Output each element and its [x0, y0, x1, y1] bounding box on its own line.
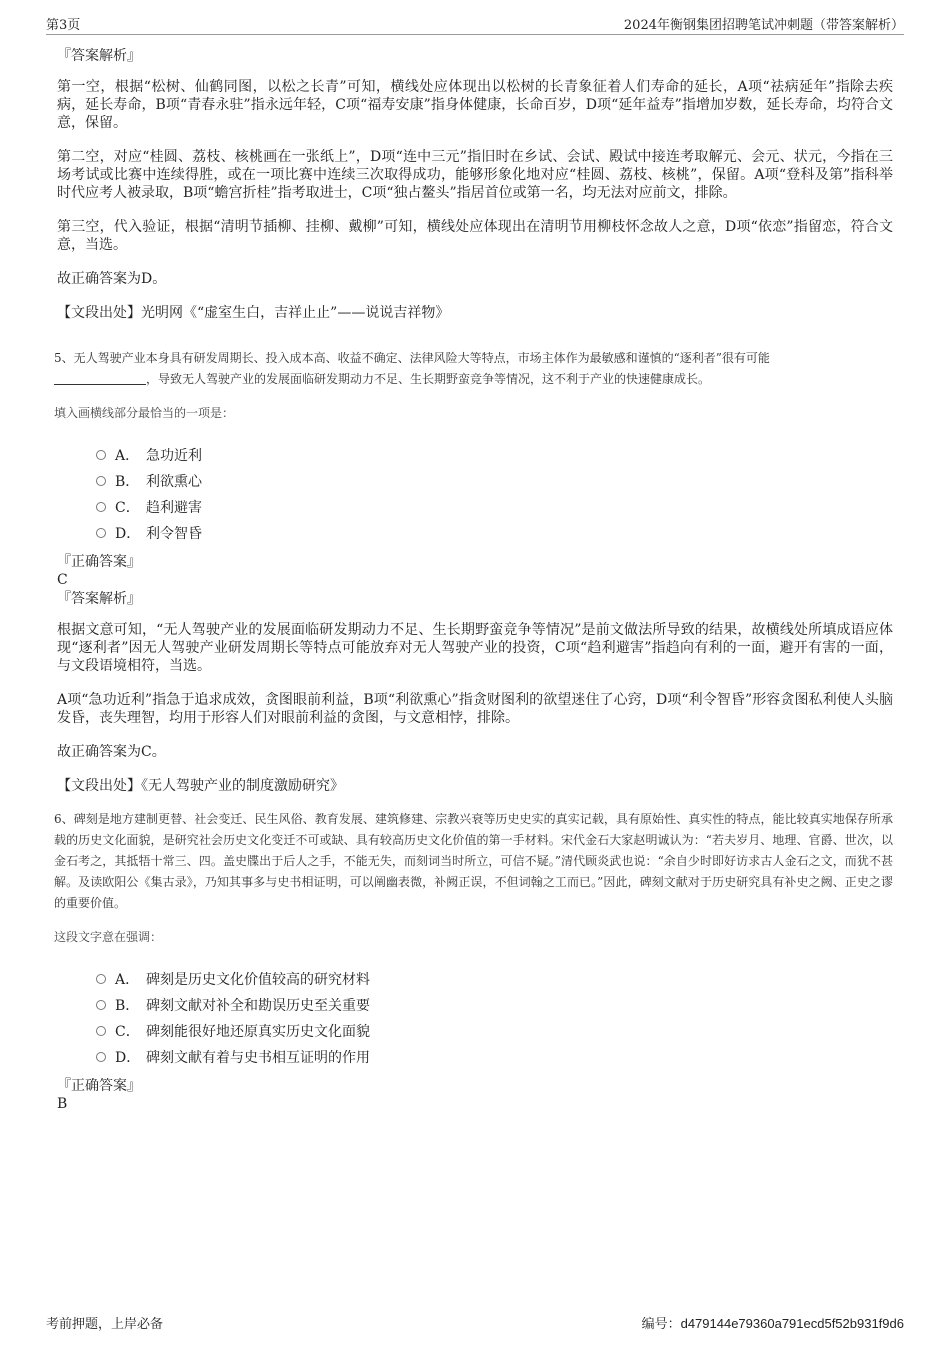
analysis-paragraph: A项“急功近利”指急于追求成效，贪图眼前利益，B项“利欲熏心”指贪财图利的欲望迷住了心窍，D项“利令智昏”形容贪图私利使人头脑发昏，丧失理智，均用于形容人们对眼前利益的贪图，与文意相悖，排除。: [57, 692, 893, 726]
analysis-label: 『答案解析』: [57, 48, 141, 64]
option-d[interactable]: [96, 1044, 893, 1070]
page-header: [46, 14, 904, 35]
correct-answer: C: [57, 572, 68, 588]
option-text: 碑刻是历史文化价值较高的研究材料: [146, 972, 370, 988]
page-footer: [46, 1313, 904, 1332]
option-letter: C．: [115, 1024, 140, 1040]
option-letter: D．: [115, 1050, 141, 1066]
source-citation: 【文段出处】《无人驾驶产业的制度激励研究》: [57, 778, 344, 794]
option-letter: D．: [115, 526, 141, 542]
option-b[interactable]: [96, 468, 893, 494]
document-code-label: 编号：: [641, 1317, 681, 1332]
analysis-label: 『答案解析』: [57, 591, 141, 607]
option-text: 碑刻文献对补全和勘误历史至关重要: [146, 998, 370, 1014]
option-b[interactable]: [96, 992, 893, 1018]
option-a[interactable]: [96, 966, 893, 992]
analysis-paragraph: 第一空，根据“松树、仙鹤同图，以松之长青”可知，横线处应体现出以松树的长青象征着人们寿命的延长，A项“祛病延年”指除去疾病，延长寿命，B项“青春永驻”指永远年轻，C项“福寿安康”指身体健康，长命百岁，D项“延年益寿”指增加岁数，延长寿命，均符合文意，保留。: [57, 79, 893, 131]
question-5-stem: 填入画横线部分最恰当的一项是：: [54, 406, 235, 420]
option-letter: A．: [115, 448, 140, 464]
option-c[interactable]: [96, 494, 893, 520]
document-title: 2024年衡钢集团招聘笔试冲刺题（带答案解析）: [623, 18, 904, 33]
radio-button-icon[interactable]: [96, 450, 106, 460]
question-5-text-after: ，导致无人驾驶产业的发展面临研发期动力不足、生长期野蛮竞争等情况，这不利于产业的快速健康成长。: [146, 372, 711, 386]
option-text: 碑刻能很好地还原真实历史文化面貌: [146, 1024, 370, 1040]
question-5-text-before: 5、无人驾驶产业本身具有研发周期长、投入成本高、收益不确定、法律风险大等特点，市场主体作为最敏感和谨慎的“逐利者”很有可能: [54, 351, 770, 365]
radio-button-icon[interactable]: [96, 974, 106, 984]
option-a[interactable]: [96, 442, 893, 468]
option-letter: C．: [115, 500, 140, 516]
option-letter: B．: [115, 998, 140, 1014]
option-letter: A．: [115, 972, 140, 988]
footer-slogan: 考前押题，上岸必备: [46, 1317, 164, 1332]
radio-button-icon[interactable]: [96, 1000, 106, 1010]
option-text: 碑刻文献有着与史书相互证明的作用: [146, 1050, 370, 1066]
option-c[interactable]: [96, 1018, 893, 1044]
radio-button-icon[interactable]: [96, 502, 106, 512]
option-d[interactable]: [96, 520, 893, 546]
analysis-conclusion: 故正确答案为D。: [57, 271, 167, 287]
question-6-text: 6、碑刻是地方建制更替、社会变迁、民生风俗、教育发展、建筑修建、宗教兴衰等历史史实的真实记载，具有原始性、真实性的特点，能比较真实地保存所承载的历史文化面貌，是研究社会历史文化变迁不可或缺、具有较高历史文化价值的第一手材料。宋代金石大家赵明诚认为：“若夫岁月、地理、官爵、世次，以金石考之，其抵牾十常三、四。盖史牒出于后人之手，不能无失，而刻词当时所立，可信不疑。”清代顾炎武也说：“余自少时即好访求古人金石之文，而犹不甚解。及读欧阳公《集古录》，乃知其事多与史书相证明，可以阐幽表微，补阙正误，不但词翰之工而已。”因此，碑刻文献对于历史研究具有补史之阙、正史之谬的重要价值。: [54, 812, 893, 910]
analysis-paragraph: 第三空，代入验证，根据“清明节插柳、挂柳、戴柳”可知，横线处应体现出在清明节用柳枝怀念故人之意，D项“依恋”指留恋，符合文意，当选。: [57, 219, 893, 253]
option-text: 利欲熏心: [146, 474, 202, 490]
correct-answer: B: [57, 1096, 68, 1112]
correct-answer-label: 『正确答案』: [57, 1078, 141, 1094]
page-number: 第3页: [46, 18, 81, 33]
question-6-options: [96, 966, 893, 1070]
analysis-paragraph: 第二空，对应“桂圆、荔枝、核桃画在一张纸上”，D项“连中三元”指旧时在乡试、会试、殿试中接连考取解元、会元、状元，今指在三场考试或比赛中连续得胜，或在一项比赛中连续三次取得成功，能够形象化地对应“桂圆、荔枝、核桃”，保留。A项“登科及第”指科举时代应考人被录取，B项“蟾宫折桂”指考取进士，C项“独占鳌头”指居首位或第一名，均无法对应前文，排除。: [57, 149, 893, 201]
radio-button-icon[interactable]: [96, 1026, 106, 1036]
page-content: [54, 46, 893, 1113]
radio-button-icon[interactable]: [96, 476, 106, 486]
option-text: 利令智昏: [146, 526, 202, 542]
analysis-paragraph: 根据文意可知，“无人驾驶产业的发展面临研发期动力不足、生长期野蛮竞争等情况”是前文做法所导致的结果，故横线处所填成语应体现“逐利者”因无人驾驶产业研发周期长等特点可能放弃对无人驾驶产业的投资，C项“趋利避害”指趋向有利的一面，避开有害的一面，与文段语境相符，当选。: [57, 622, 893, 674]
option-text: 趋利避害: [146, 500, 202, 516]
question-5-options: [96, 442, 893, 546]
document-code: [642, 1313, 904, 1332]
document-code-value: d479144e79360a791ecd5f52b931f9d6: [680, 1316, 904, 1331]
source-citation: 【文段出处】光明网《“虚室生白，吉祥止止”——说说吉祥物》: [57, 305, 450, 321]
analysis-conclusion: 故正确答案为C。: [57, 744, 166, 760]
correct-answer-label: 『正确答案』: [57, 554, 141, 570]
question-5-text: [54, 348, 893, 390]
radio-button-icon[interactable]: [96, 1052, 106, 1062]
radio-button-icon[interactable]: [96, 528, 106, 538]
option-text: 急功近利: [146, 448, 202, 464]
option-letter: B．: [115, 474, 140, 490]
question-6-stem: 这段文字意在强调：: [54, 930, 163, 944]
answer-blank: [54, 371, 146, 385]
